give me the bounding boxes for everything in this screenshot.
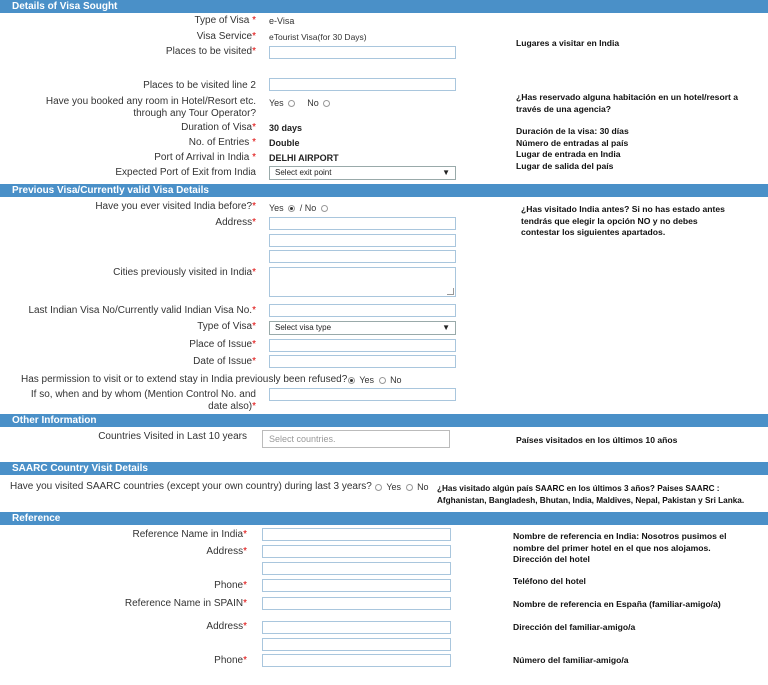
exit-select[interactable]: Select exit point ▼ [269,166,456,180]
chevron-down-icon: ▼ [442,168,450,177]
refused-yes-radio[interactable] [348,377,355,384]
duration-label: Duration of Visa* [181,122,256,133]
section-header-saarc: SAARC Country Visit Details [0,462,768,475]
note-countries: Países visitados en los últimos 10 años [516,435,678,445]
section-header-reference: Reference [0,512,768,525]
places-input[interactable] [269,46,456,59]
date-issue-input[interactable] [269,355,456,368]
note-saarc: ¿Has visitado algún país SAARC en los últimos 3 años? Paises SAARC : Afghanistan, Bangladesh, Bhutan, India, Maldives, Nepal, Pakistan y Sri Lanka. [437,484,745,505]
prev-address-line2[interactable] [269,234,456,247]
ref-address-line2[interactable] [262,562,451,575]
visited-no-radio[interactable] [321,205,328,212]
entries-value: Double [269,138,300,148]
exit-label: Expected Port of Exit from India [115,167,256,178]
ref-address-label: Address* [206,546,247,557]
prev-address-line3[interactable] [269,250,456,263]
prev-type-select[interactable]: Select visa type ▼ [269,321,456,335]
last-visa-label: Last Indian Visa No/Currently valid Indian Visa No.* [28,305,256,316]
section-header-other: Other Information [0,414,768,427]
booked-radio-group [269,97,332,109]
booked-label: Have you booked any room in Hotel/Resort etc. through any Tour Operator? [45,96,256,119]
ref-name-india-input[interactable] [262,528,451,541]
refused-no-radio[interactable] [379,377,386,384]
type-of-visa-label: Type of Visa * [194,15,256,26]
note-hotel: ¿Has reservado alguna habitación en un hotel/resort a través de una agencia? [516,92,739,114]
visited-yes-label: Yes [269,203,284,213]
cities-textarea[interactable] [269,267,456,297]
ref-name-spain-label: Reference Name in SPAIN* [124,598,247,609]
refused-when-label: If so, when and by whom (Mention Control No. and date also)* [30,389,256,412]
booked-yes-label: Yes [269,98,284,108]
saarc-question: Have you visited SAARC countries (except your own country) during last 3 years? [10,481,372,492]
note-ref-phone: Teléfono del hotel [513,576,586,586]
date-issue-label: Date of Issue* [193,356,256,367]
note-ref-india: Nombre de referencia en India: Nosotros pusimos el nombre del primer hotel en el que nos alojamos. Dirección del hotel [513,531,727,564]
ref-name-spain-input[interactable] [262,597,451,610]
ref-address2-line2[interactable] [262,638,451,651]
ref-phone2-label: Phone* [214,655,247,666]
countries-select[interactable]: Select countries. [262,430,450,448]
type-of-visa-value: e-Visa [269,16,295,26]
refused-label: Has permission to visit or to extend stay in India previously been refused? [21,374,348,385]
ref-phone2-input[interactable] [262,654,451,667]
note-ref-spain-address: Dirección del familiar-amigo/a [513,622,636,632]
note-visited: ¿Has visitado India antes? Si no has estado antes tendrás que elegir la opción NO y no debes contestar los siguientes apartados. [521,204,725,237]
visa-service-label: Visa Service* [196,31,256,42]
saarc-yes-label: Yes [386,482,402,492]
places-line2-label: Places to be visited line 2 [143,80,256,91]
saarc-radio-group [373,481,429,493]
places-line2-input[interactable] [269,78,456,91]
booked-no-radio[interactable] [323,100,330,107]
prev-address-line1[interactable] [269,217,456,230]
ref-address-line1[interactable] [262,545,451,558]
visited-before-label: Have you ever visited India before?* [95,201,256,212]
place-issue-input[interactable] [269,339,456,352]
saarc-no-radio[interactable] [406,484,413,491]
duration-value: 30 days [269,123,303,133]
booked-no-label: No [307,98,319,108]
places-label: Places to be visited* [165,46,256,57]
saarc-no-label: No [417,482,429,492]
visa-service-value: eTourist Visa(for 30 Days) [269,32,367,42]
note-ref-spain-phone: Número del familiar-amigo/a [513,655,629,665]
ref-name-india-label: Reference Name in India* [132,529,247,540]
arrival-value: DELHI AIRPORT [269,153,339,163]
countries-label: Countries Visited in Last 10 years [98,431,247,442]
ref-phone-input[interactable] [262,579,451,592]
place-issue-label: Place of Issue* [189,339,256,350]
ref-phone-label: Phone* [214,580,247,591]
refused-when-input[interactable] [269,388,456,401]
refused-radio-group [346,374,402,386]
section-header-previous-visa: Previous Visa/Currently valid Visa Details [0,184,768,197]
refused-no-label: No [390,375,402,385]
note-ref-spain: Nombre de referencia en España (familiar-amigo/a) [513,599,721,609]
ref-address2-label: Address* [206,621,247,632]
note-visa-details: Duración de la visa: 30 días Número de entradas al país Lugar de entrada en India Lugar de salida del país [516,126,629,171]
booked-yes-radio[interactable] [288,100,295,107]
prev-type-label: Type of Visa* [197,321,256,332]
prev-address-label: Address* [215,217,256,228]
chevron-down-icon: ▼ [442,323,450,332]
arrival-label: Port of Arrival in India * [154,152,256,163]
entries-label: No. of Entries * [188,137,256,148]
refused-yes-label: Yes [359,375,375,385]
section-header-visa-sought: Details of Visa Sought [0,0,768,13]
visited-yes-radio[interactable] [288,205,295,212]
visited-radio-group [269,202,330,214]
last-visa-input[interactable] [269,304,456,317]
ref-address2-line1[interactable] [262,621,451,634]
note-places: Lugares a visitar en India [516,38,620,48]
saarc-yes-radio[interactable] [375,484,382,491]
visited-no-label: / No [299,203,317,213]
cities-label: Cities previously visited in India* [113,267,256,278]
